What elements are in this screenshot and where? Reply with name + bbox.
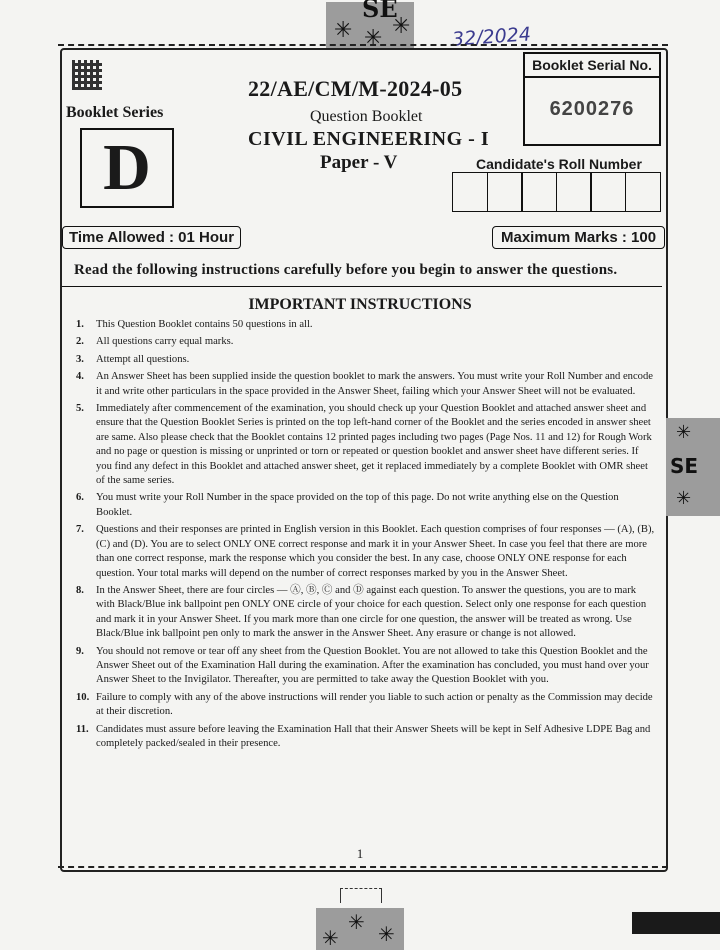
instruction-number: 3. (76, 353, 84, 365)
instruction-text: Candidates must assure before leaving the Examination Hall that their Answer Sheets will be kept in Self Adhesive LDPE Bag and completely packed/sealed in their presence. (96, 723, 651, 749)
stamp-text: SE (670, 454, 699, 478)
roll-digit-box[interactable] (556, 172, 592, 212)
serial-label: Booklet Serial No. (525, 54, 659, 78)
instruction-text: Questions and their responses are printed in English version in this Booklet. Each question comprises of four responses — (A), (B), (C) and (D). You are to select ONLY ONE correct response and mark it in your Answer Sheet. In case you feel that there are more than one correct response, mark the response which you consider the best. In any case, choose ONLY ONE response for each question. Your total marks will depend on the number of correct responses marked by you in the Answer Sheet. (96, 524, 655, 579)
scan-strip (632, 912, 720, 934)
maximum-marks: Maximum Marks : 100 (492, 226, 665, 249)
instructions-list (72, 318, 656, 754)
star-icon: ✳ (676, 422, 692, 443)
instruction-text: Failure to comply with any of the above instructions will render you liable to such action or penalty as the Commission may decide at their discretion. (96, 691, 653, 718)
instruction-text: Attempt all questions. (96, 353, 190, 365)
read-instructions-notice: Read the following instructions carefully before you begin to answer the questions. (74, 262, 618, 278)
star-icon: ✳ (334, 18, 353, 43)
instruction-text: All questions carry equal marks. (96, 336, 234, 348)
roll-number-boxes[interactable] (452, 172, 659, 212)
instruction-number: 11. (76, 723, 89, 735)
instruction-text: An Answer Sheet has been supplied inside the question booklet to mark the answers. You must write your Roll Number and encode it and write other particulars in the space provided in the Answer Sheet, failing which your Answer Sheet will not be evaluated. (96, 371, 653, 397)
instruction-number: 5. (76, 403, 84, 415)
qr-code-icon (72, 60, 102, 90)
subject-title: CIVIL ENGINEERING - I (248, 128, 490, 150)
instruction-text: You must write your Roll Number in the space provided on the top of this page. Do not write anything else on the Question Booklet. (96, 492, 619, 518)
handwritten-date: 32/2024 (451, 23, 532, 51)
star-icon: ✳ (364, 26, 383, 51)
instruction-item (72, 318, 656, 332)
instruction-text: Immediately after commencement of the examination, you should check up your Question Booklet and attached answer sheet and ensure that the Question Booklet Series is printed on the top left-hand corner of the Booklet and the series encoded in answer sheet are same. Also please check that the Booklet contains 12 printed pages including two pages (Page Nos. 11 and 12) for Rough Work and no page or question is missing or unprinted or torn or repeated or question booklet and answer sheet have different series. If you find any defect in this Booklet and attached answer sheet, get it replaced immediately by a complete Booklet with OMR sheet of the same series. (96, 403, 652, 487)
star-icon: ✳ (392, 14, 411, 39)
serial-number: 6200276 (549, 98, 635, 120)
instructions-heading: IMPORTANT INSTRUCTIONS (248, 296, 472, 313)
star-icon: ✳ (348, 910, 365, 934)
time-allowed: Time Allowed : 01 Hour (62, 226, 241, 249)
side-stamp (666, 418, 720, 516)
instruction-number: 1. (76, 319, 84, 330)
instruction-text: This Question Booklet contains 50 questions in all. (96, 319, 313, 330)
booklet-series-label: Booklet Series (66, 104, 164, 121)
star-icon: ✳ (378, 922, 395, 946)
exam-code: 22/AE/CM/M-2024-05 (248, 76, 463, 101)
instruction-number: 9. (76, 645, 84, 657)
instruction-item (72, 370, 656, 399)
stamp-text: SE (362, 0, 398, 23)
roll-number-label: Candidate's Roll Number (476, 156, 642, 172)
instruction-number: 4. (76, 371, 84, 383)
top-stamp (326, 2, 414, 50)
roll-digit-box[interactable] (487, 172, 523, 212)
instruction-item (72, 353, 656, 367)
divider (62, 286, 662, 287)
instruction-item (72, 402, 656, 488)
instruction-number: 6. (76, 492, 84, 504)
instruction-item (72, 584, 656, 642)
instruction-number: 2. (76, 336, 84, 348)
instruction-text: In the Answer Sheet, there are four circles — Ⓐ, Ⓑ, Ⓒ and Ⓓ against each question. To answer the questions, you are to mark with Black/Blue ink ballpoint pen ONLY ONE circle of your choice for each question. Select only one response for each question and mark it in your Answer Sheet. If you mark more than one circle for one question, the answer will be treated as wrong. Use Black/Blue ink ballpoint pen only to mark the answer in the Answer Sheet. Any erasure or change is not allowed. (96, 584, 647, 640)
roll-digit-box[interactable] (452, 172, 488, 212)
instruction-number: 7. (76, 524, 84, 536)
serial-box (523, 52, 661, 146)
instruction-item (72, 691, 656, 720)
instruction-number: 10. (76, 691, 90, 703)
instruction-number: 8. (76, 584, 84, 596)
star-icon: ✳ (676, 488, 692, 509)
star-icon: ✳ (322, 926, 339, 950)
bottom-border (58, 866, 668, 868)
booklet-title: Question Booklet (310, 108, 423, 125)
paper-number: Paper - V (320, 152, 398, 173)
instruction-text: You should not remove or tear off any sheet from the Question Booklet. You are not allowed to take this Question Booklet and the Answer Sheet out of the Examination Hall during the examination. After the examination has concluded, you must hand over your Answer Sheet to the Invigilator. Thereafter, you are permitted to take away the Question Booklet with you. (96, 645, 649, 686)
booklet-series-box (80, 128, 174, 208)
instruction-item (72, 491, 656, 520)
instruction-item (72, 723, 656, 752)
instruction-item (72, 645, 656, 688)
roll-digit-box[interactable] (521, 172, 557, 212)
bottom-bracket (340, 888, 382, 903)
bottom-stamp (316, 908, 404, 950)
instruction-item (72, 335, 656, 349)
instruction-item (72, 523, 656, 581)
page-number: 1 (356, 846, 364, 861)
roll-digit-box[interactable] (625, 172, 661, 212)
roll-digit-box[interactable] (590, 172, 626, 212)
booklet-series-value: D (103, 131, 151, 204)
